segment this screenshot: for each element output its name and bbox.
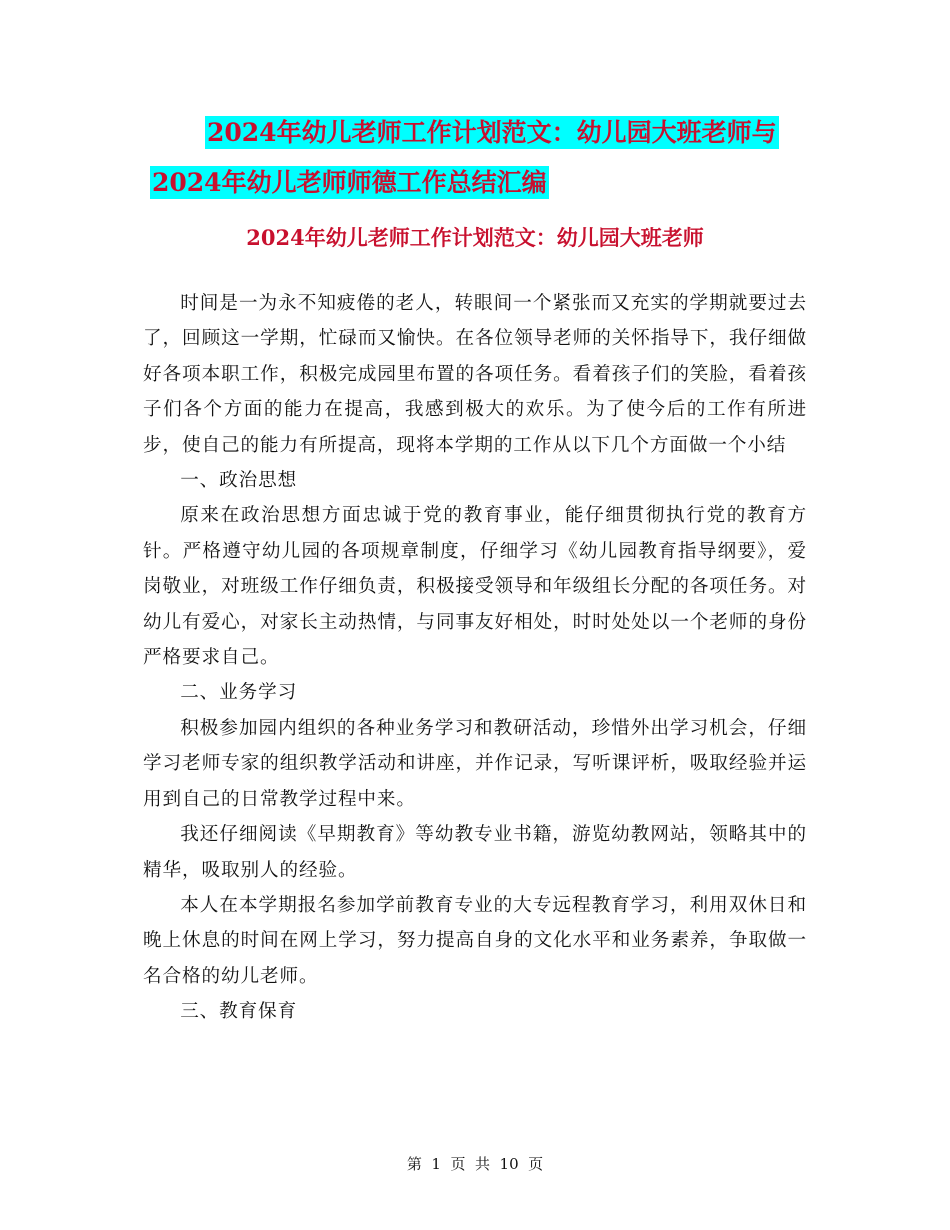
document-body [143,286,807,1030]
paragraph-distance-learning: 本人在本学期报名参加学前教育专业的大专远程教育学习，利用双休日和晚上休息的时间在网上学习，努力提高自身的文化水平和业务素养，争取做一名合格的幼儿老师。 [143,894,807,987]
heading-political-thought: 一、政治思想 [180,470,298,492]
page-footer: 第 1 页 共 10 页 [406,1155,544,1173]
paragraph-study-activities: 积极参加园内组织的各种业务学习和教研活动，珍惜外出学习机会，仔细学习老师专家的组织教学活动和讲座，并作记录，写听课评析，吸取经验并运用到自己的日常教学过程中来。 [143,717,807,810]
paragraph-intro: 时间是一为永不知疲倦的老人，转眼间一个紧张而又充实的学期就要过去了，回顾这一学期，忙碌而又愉快。在各位领导老师的关怀指导下，我仔细做好各项本职工作，积极完成园里布置的各项任务。看着孩子们的笑脸，看着孩子们各个方面的能力在提高，我感到极大的欢乐。为了使今后的工作有所进步，使自己的能力有所提高，现将本学期的工作从以下几个方面做一个小结 [143,293,807,456]
title-highlight-1: 2024年幼儿老师工作计划范文：幼儿园大班老师与 [207,118,777,147]
document-title [150,108,810,208]
title-highlight-2: 2024年幼儿老师师德工作总结汇编 [152,168,547,197]
paragraph-reading: 我还仔细阅读《早期教育》等幼教专业书籍，游览幼教网站，领略其中的精华，吸取别人的经验。 [143,824,807,881]
paragraph-political-thought: 原来在政治思想方面忠诚于党的教育事业，能仔细贯彻执行党的教育方针。严格遵守幼儿园的各项规章制度，仔细学习《幼儿园教育指导纲要》，爱岗敬业，对班级工作仔细负责，积极接受领导和年级组长分配的各项任务。对幼儿有爱心，对家长主动热情，与同事友好相处，时时处处以一个老师的身份严格要求自己。 [143,505,807,669]
section-title: 2024年幼儿老师工作计划范文：幼儿园大班老师 [246,225,704,250]
title-line-2 [150,158,810,208]
heading-professional-study: 二、业务学习 [180,682,298,704]
heading-education-care: 三、教育保育 [180,1001,298,1023]
title-line-1 [150,108,810,158]
